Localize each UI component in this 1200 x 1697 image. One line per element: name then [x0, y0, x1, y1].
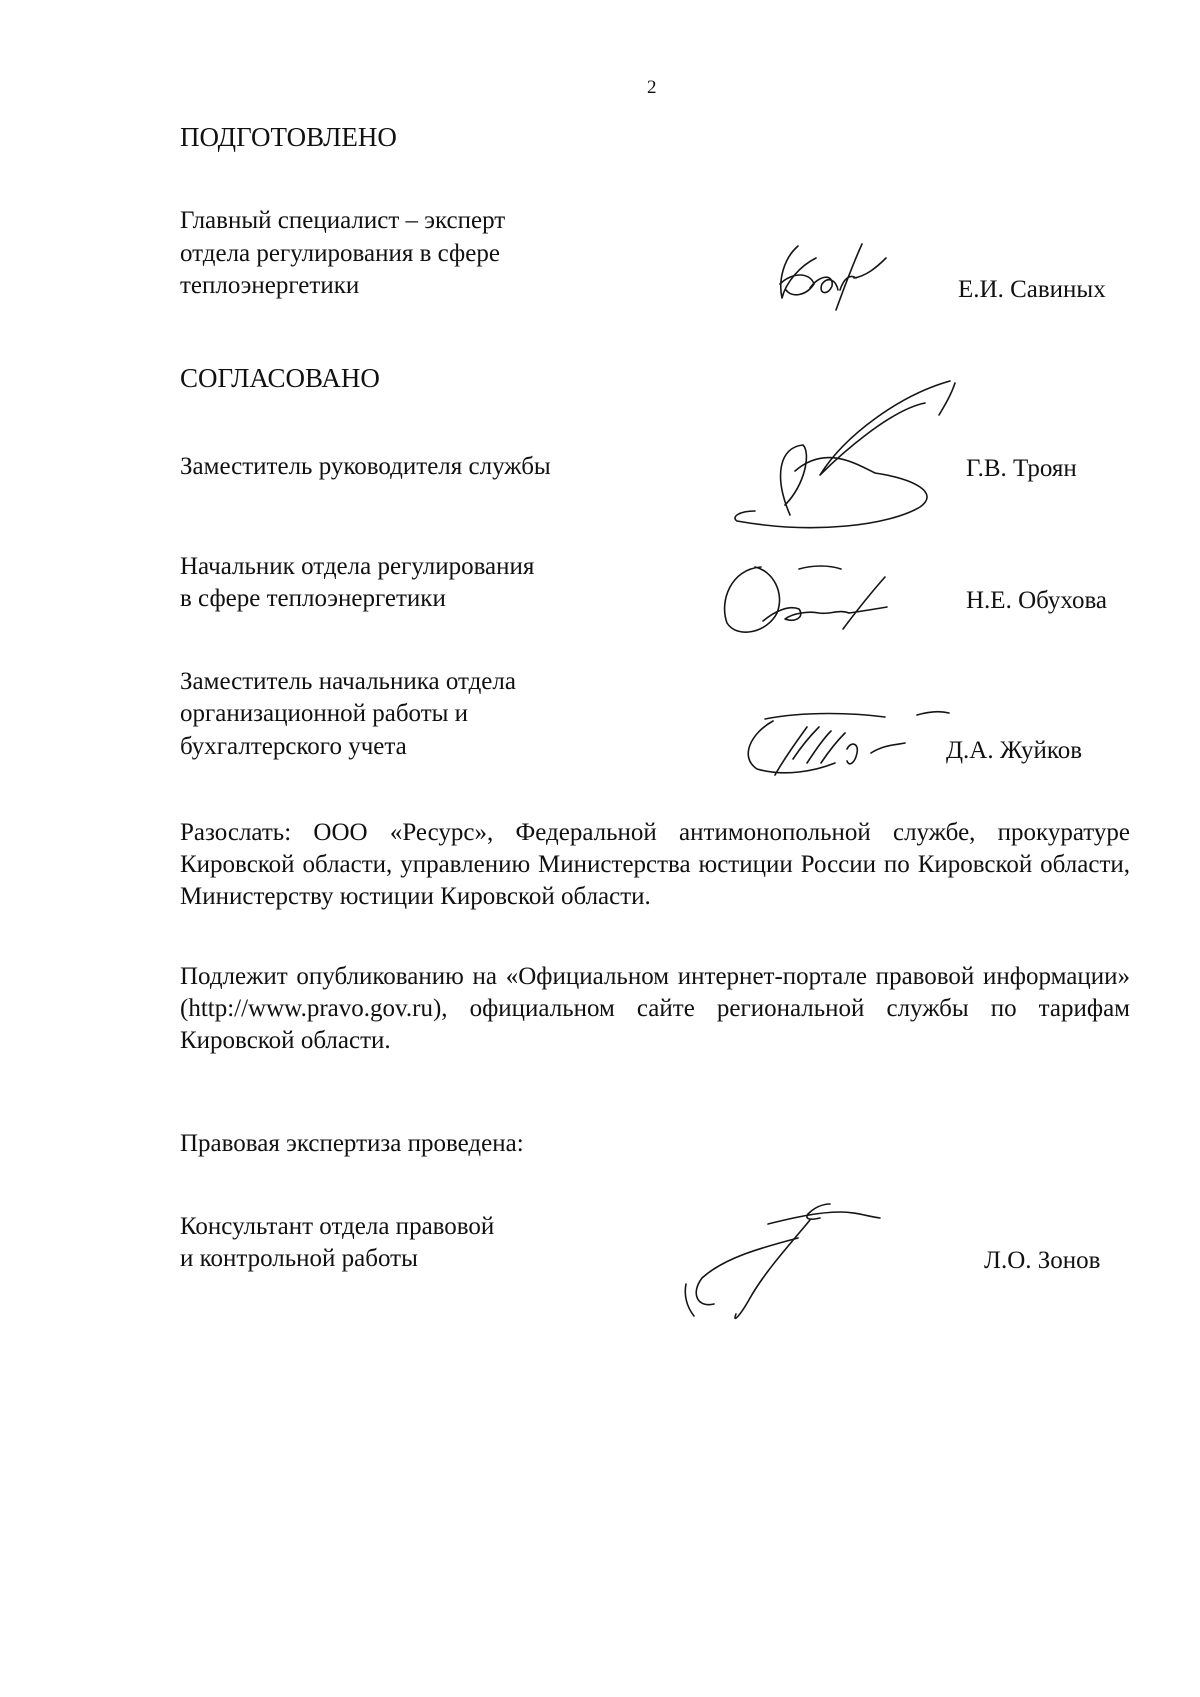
publication-text: Подлежит опубликованию на «Официальном интернет-портале правовой информации» (http://www.pravo.gov.ru), официальном сайте региональной службы по тарифам Кировской области. — [180, 963, 1130, 1054]
prepared-position-line-1: Главный специалист – эксперт — [180, 207, 506, 234]
signature-troyan — [725, 375, 965, 545]
legal-review-signer-name: Л.О. Зонов — [984, 1247, 1101, 1274]
agreed-signer-3-position-line-1: Заместитель начальника отдела — [180, 668, 516, 695]
agreed-signer-3-position-line-3: бухгалтерского учета — [180, 733, 407, 760]
legal-review-heading: Правовая экспертиза проведена: — [180, 1130, 524, 1157]
legal-review-position-line-1: Консультант отдела правовой — [180, 1213, 495, 1240]
agreed-signer-3-position-line-2: организационной работы и — [180, 700, 469, 727]
distribution-text: Разослать: ООО «Ресурс», Федеральной антимонопольной службе, прокуратуре Кировской области, управлению Министерства юстиции России по Кировской области, Министерству юстиции Кировской области. — [180, 819, 1130, 910]
signature-zonov — [680, 1198, 890, 1328]
agreed-signer-2-position-line-1: Начальник отдела регулирования — [180, 553, 535, 580]
legal-review-position-line-2: и контрольной работы — [180, 1245, 418, 1272]
agreed-heading: СОГЛАСОВАНО — [180, 363, 380, 393]
prepared-signer-name: Е.И. Савиных — [958, 276, 1106, 303]
signature-savinykh — [770, 238, 900, 318]
signature-obukhova — [715, 555, 900, 645]
prepared-heading: ПОДГОТОВЛЕНО — [180, 122, 397, 152]
agreed-signer-2-position-line-2: в сфере теплоэнергетики — [180, 585, 446, 612]
agreed-signer-2-name: Н.Е. Обухова — [966, 587, 1108, 614]
agreed-signer-1-position: Заместитель руководителя службы — [180, 453, 551, 480]
prepared-position-line-3: теплоэнергетики — [180, 272, 360, 299]
agreed-signer-1-name: Г.В. Троян — [966, 455, 1077, 482]
page-number: 2 — [647, 77, 657, 98]
agreed-signer-3-name: Д.А. Жуйков — [946, 737, 1083, 764]
signature-zhuikov — [735, 705, 960, 785]
prepared-position-line-2: отдела регулирования в сфере — [180, 240, 500, 267]
